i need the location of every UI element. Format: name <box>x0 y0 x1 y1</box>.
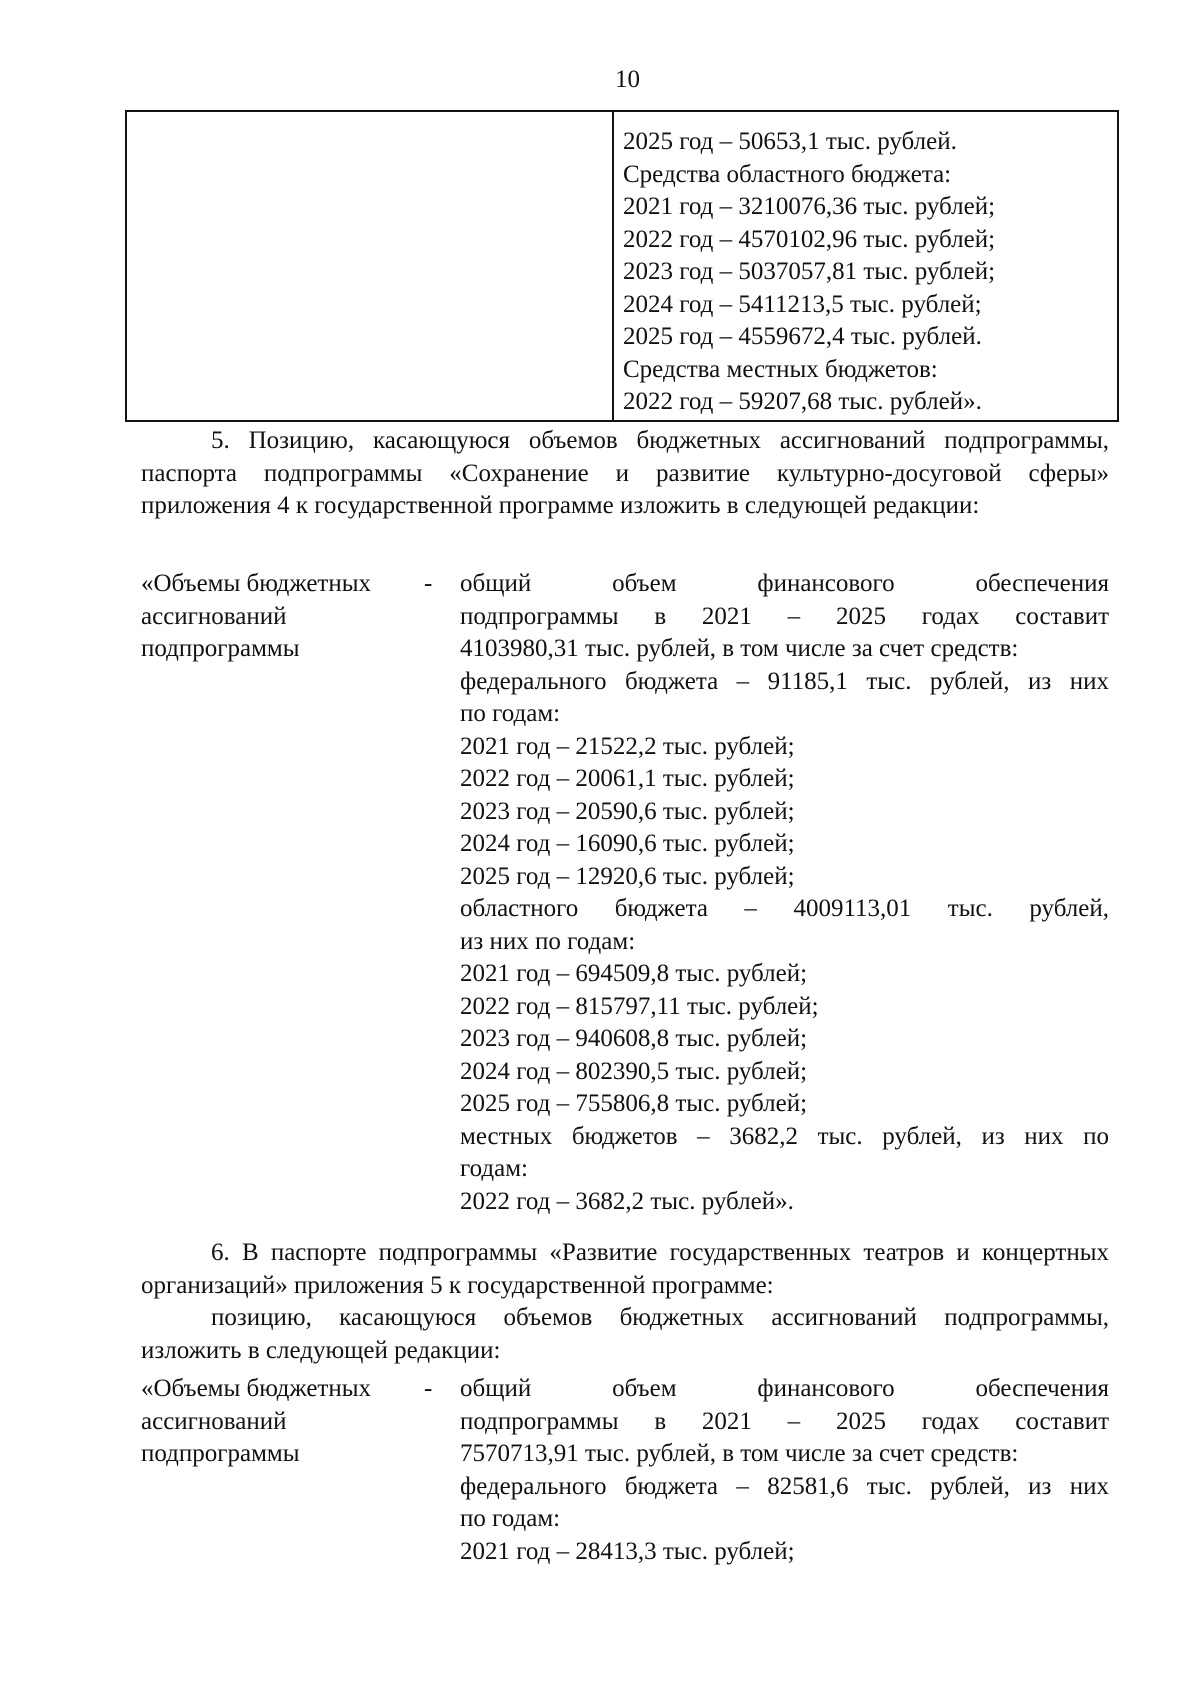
content-line: 2022 год – 815797,11 тыс. рублей; <box>460 992 819 1020</box>
section-6-position <box>141 1373 1109 1568</box>
table-right-cell <box>614 112 1117 420</box>
label-line: подпрограммы <box>141 635 300 662</box>
content-line: 2025 год – 755806,8 тыс. рублей; <box>460 1090 808 1117</box>
section-5-paragraph: 5. Позицию, касающуюся объемов бюджетных ассигнований подпрограммы, паспорта подпрограммы «Сохранение и развитие культурно-досуговой сферы» приложения 4 к государственной программе изложить в следующей редакции: <box>141 427 1109 519</box>
content-line: 2021 год – 21522,2 тыс. рублей; <box>460 732 795 760</box>
table-line: Средства областного бюджета: <box>623 160 952 188</box>
content-line: 2022 год – 3682,2 тыс. рублей». <box>460 1187 794 1215</box>
content-line: по годам: <box>460 700 561 727</box>
table-line: 2021 год – 3210076,36 тыс. рублей; <box>623 193 996 220</box>
section-6-paragraph-2: позицию, касающуюся объемов бюджетных ассигнований подпрограммы, изложить в следующей редакции: <box>141 1304 1109 1364</box>
table-line: 2023 год – 5037057,81 тыс. рублей; <box>623 258 996 285</box>
label-line: ассигнований <box>141 602 287 630</box>
content-line: местных бюджетов – 3682,2 тыс. рублей, из них по <box>460 1122 1109 1150</box>
position-dash: - <box>424 1375 433 1402</box>
content-line: 4103980,31 тыс. рублей, в том числе за счет средств: <box>460 635 1019 662</box>
page-number: 10 <box>615 66 640 93</box>
content-line: 2023 год – 940608,8 тыс. рублей; <box>460 1025 808 1052</box>
label-line: ассигнований <box>141 1407 287 1435</box>
content-line: подпрограммы в 2021 – 2025 годах составит <box>460 602 1109 630</box>
section-6-paragraph: 6. В паспорте подпрограммы «Развитие государственных театров и концертных организаций» приложения 5 к государственной программе: <box>141 1239 1109 1299</box>
content-line: годам: <box>460 1155 528 1182</box>
content-line: федерального бюджета – 82581,6 тыс. рублей, из них <box>460 1472 1109 1500</box>
content-line: по годам: <box>460 1505 561 1532</box>
table-line: 2024 год – 5411213,5 тыс. рублей; <box>623 290 982 318</box>
content-line: 2023 год – 20590,6 тыс. рублей; <box>460 797 795 825</box>
content-line: 2022 год – 20061,1 тыс. рублей; <box>460 765 795 792</box>
position-label <box>141 1373 424 1568</box>
budget-table-continuation <box>125 110 1119 422</box>
label-line: «Объемы бюджетных <box>141 1375 372 1402</box>
section-5-position <box>141 568 1109 1218</box>
label-line: «Объемы бюджетных <box>141 570 372 597</box>
content-line: общий объем финансового обеспечения <box>460 1375 1109 1402</box>
position-dash: - <box>424 570 433 597</box>
content-line: 2025 год – 12920,6 тыс. рублей; <box>460 862 795 890</box>
position-content <box>460 1373 1109 1568</box>
content-line: общий объем финансового обеспечения <box>460 570 1109 597</box>
position-label <box>141 568 424 1218</box>
content-line: 2024 год – 16090,6 тыс. рублей; <box>460 830 795 857</box>
content-line: 7570713,91 тыс. рублей, в том числе за счет средств: <box>460 1440 1019 1467</box>
content-line: 2024 год – 802390,5 тыс. рублей; <box>460 1057 808 1085</box>
content-line: 2021 год – 694509,8 тыс. рублей; <box>460 960 808 987</box>
table-left-cell <box>127 112 614 420</box>
label-line: подпрограммы <box>141 1440 300 1467</box>
table-line: 2022 год – 59207,68 тыс. рублей». <box>623 388 982 415</box>
content-line: подпрограммы в 2021 – 2025 годах составит <box>460 1407 1109 1435</box>
table-line: 2025 год – 50653,1 тыс. рублей. <box>623 128 957 155</box>
content-line: из них по годам: <box>460 927 636 955</box>
table-line: 2022 год – 4570102,96 тыс. рублей; <box>623 225 996 253</box>
table-line: Средства местных бюджетов: <box>623 355 938 383</box>
content-line: областного бюджета – 4009113,01 тыс. рублей, <box>460 895 1109 922</box>
content-line: 2021 год – 28413,3 тыс. рублей; <box>460 1537 795 1565</box>
position-content <box>460 568 1109 1218</box>
content-line: федерального бюджета – 91185,1 тыс. рублей, из них <box>460 667 1109 695</box>
table-line: 2025 год – 4559672,4 тыс. рублей. <box>623 323 982 350</box>
